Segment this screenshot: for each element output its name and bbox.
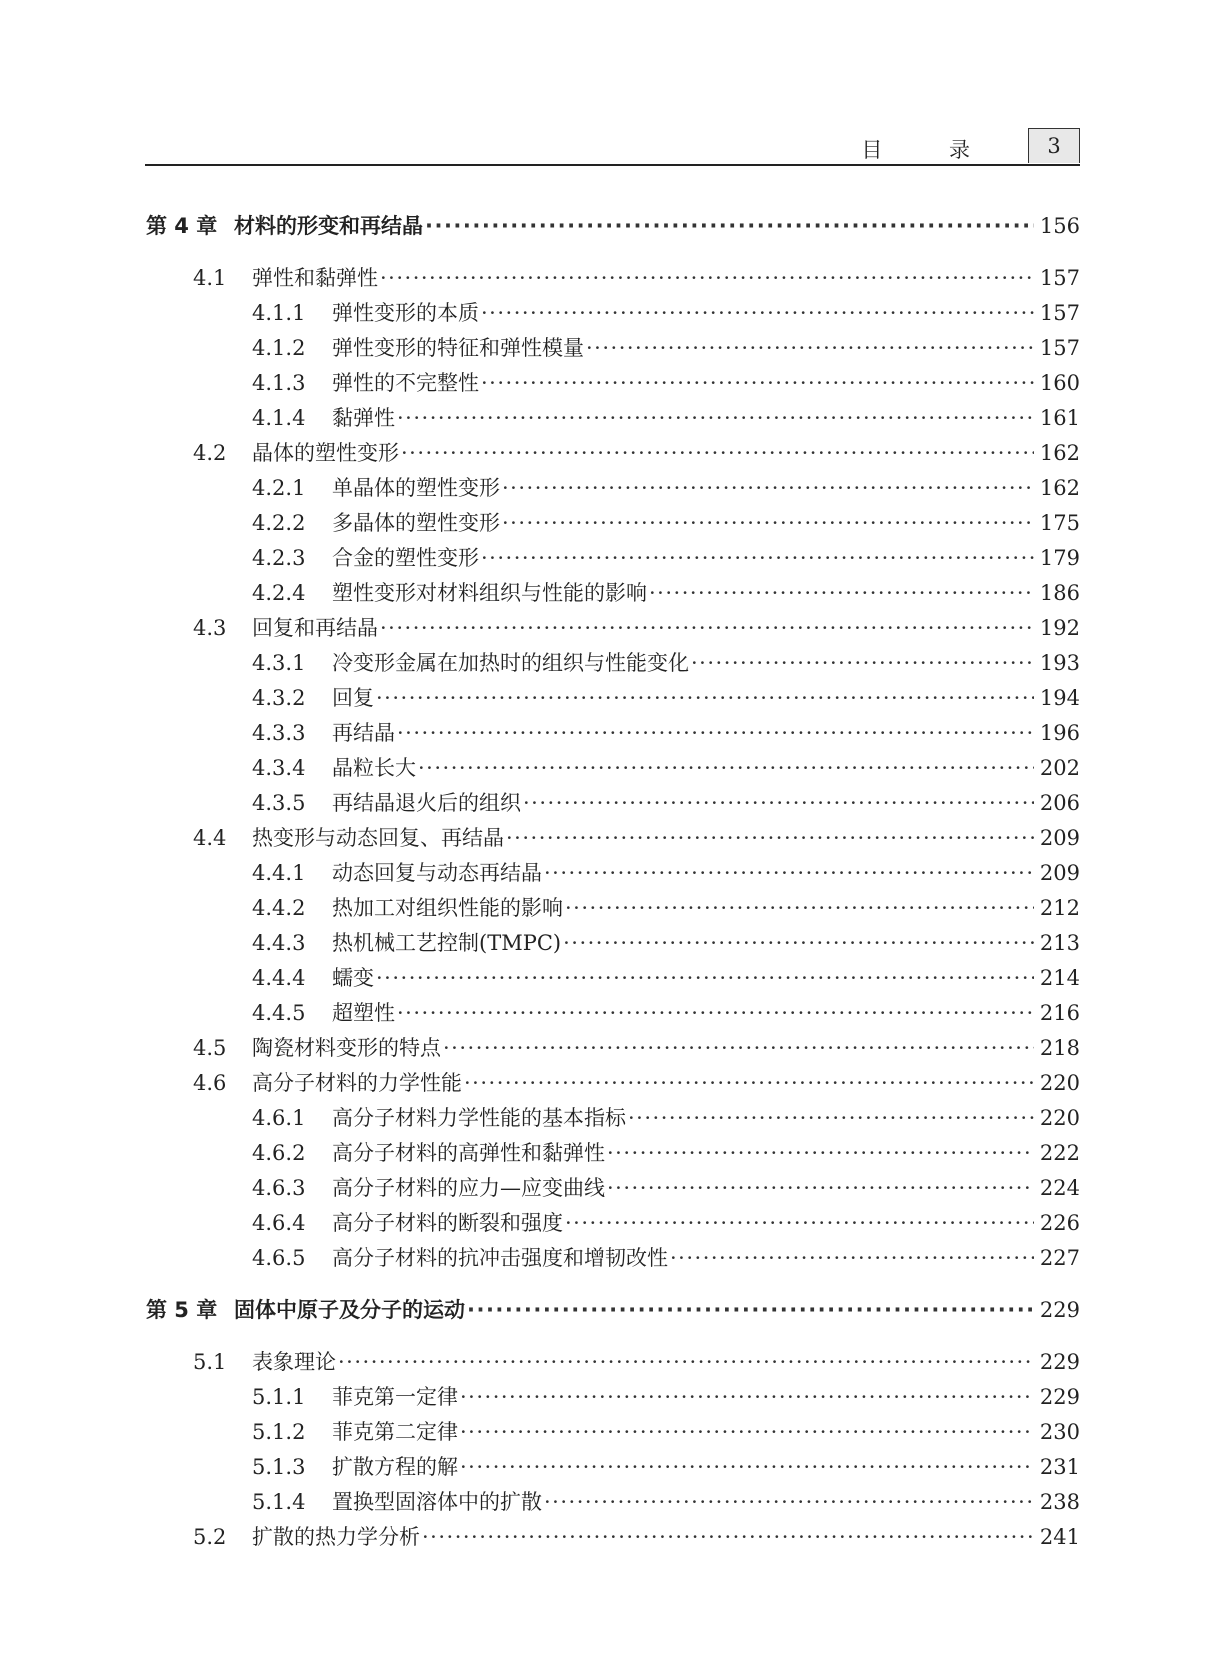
toc-entry-section[interactable] — [0, 1033, 1080, 1063]
toc-entry-section[interactable] — [0, 613, 1080, 643]
entry-title: 热加工对组织性能的影响 — [332, 896, 563, 920]
entry-number: 4.2.2 — [252, 511, 306, 535]
dot-leader — [467, 1295, 1034, 1325]
dot-leader — [481, 368, 1034, 398]
toc-entry-sub[interactable] — [0, 648, 1080, 678]
dot-leader — [397, 403, 1034, 433]
entry-page: 222 — [1039, 1141, 1080, 1165]
entry-page: 229 — [1039, 1350, 1080, 1374]
entry-number: 4.3.2 — [252, 686, 306, 710]
entry-number: 5.2 — [193, 1525, 227, 1549]
entry-number: 4.6.1 — [252, 1106, 306, 1130]
dot-leader — [506, 823, 1034, 853]
toc-entry-sub[interactable] — [0, 1417, 1080, 1447]
entry-title: 材料的形变和再结晶 — [234, 214, 423, 238]
entry-number: 4.6.4 — [252, 1211, 306, 1235]
dot-leader — [460, 1452, 1034, 1482]
entry-title: 弹性变形的特征和弹性模量 — [332, 336, 584, 360]
entry-title: 固体中原子及分子的运动 — [234, 1298, 465, 1322]
entry-title: 热机械工艺控制(TMPC) — [332, 931, 562, 955]
toc-entry-sub[interactable] — [0, 1138, 1080, 1168]
toc-entry-section[interactable] — [0, 823, 1080, 853]
entry-page: 212 — [1039, 896, 1080, 920]
entry-page: 192 — [1039, 616, 1080, 640]
toc-entry-sub[interactable] — [0, 1103, 1080, 1133]
entry-number: 4.5 — [193, 1036, 227, 1060]
entry-page: 238 — [1039, 1490, 1080, 1514]
entry-title: 回复 — [332, 686, 374, 710]
toc-entry-sub[interactable] — [0, 998, 1080, 1028]
entry-page: 161 — [1039, 406, 1080, 430]
entry-page: 193 — [1039, 651, 1080, 675]
entry-title: 高分子材料的断裂和强度 — [332, 1211, 563, 1235]
entry-title: 菲克第二定律 — [332, 1420, 458, 1444]
entry-title: 动态回复与动态再结晶 — [332, 861, 542, 885]
toc-entry-sub[interactable] — [0, 1382, 1080, 1412]
entry-number: 4.2.4 — [252, 581, 306, 605]
entry-title: 再结晶 — [332, 721, 395, 745]
entry-number: 4.2 — [193, 441, 227, 465]
dot-leader — [418, 753, 1034, 783]
entry-page: 218 — [1039, 1036, 1080, 1060]
entry-number: 4.1.4 — [252, 406, 306, 430]
toc-entry-chapter[interactable] — [0, 1295, 1080, 1325]
dot-leader — [481, 543, 1034, 573]
dot-leader — [425, 211, 1034, 241]
toc-entry-sub[interactable] — [0, 403, 1080, 433]
dot-leader — [691, 648, 1034, 678]
dot-leader — [460, 1382, 1034, 1412]
dot-leader — [586, 333, 1034, 363]
entry-title: 蠕变 — [332, 966, 374, 990]
entry-page: 214 — [1039, 966, 1080, 990]
dot-leader — [460, 1417, 1034, 1447]
toc-entry-sub[interactable] — [0, 963, 1080, 993]
entry-page: 216 — [1039, 1001, 1080, 1025]
dot-leader — [481, 298, 1034, 328]
toc-entry-sub[interactable] — [0, 578, 1080, 608]
dot-leader — [380, 613, 1034, 643]
entry-number: 4.1.1 — [252, 301, 306, 325]
entry-title: 塑性变形对材料组织与性能的影响 — [332, 581, 647, 605]
toc-entry-sub[interactable] — [0, 1452, 1080, 1482]
dot-leader — [502, 508, 1034, 538]
entry-number: 4.4.3 — [252, 931, 306, 955]
toc-entry-section[interactable] — [0, 1068, 1080, 1098]
dot-leader — [670, 1243, 1034, 1273]
entry-number: 5.1.4 — [252, 1490, 306, 1514]
entry-number: 4.2.3 — [252, 546, 306, 570]
entry-number: 4.1.3 — [252, 371, 306, 395]
entry-title: 高分子材料的应力—应变曲线 — [332, 1176, 605, 1200]
entry-number: 4.3.3 — [252, 721, 306, 745]
entry-page: 209 — [1039, 861, 1080, 885]
entry-page: 241 — [1039, 1525, 1080, 1549]
entry-number: 4.3 — [193, 616, 227, 640]
entry-number: 5.1.2 — [252, 1420, 306, 1444]
header-title: 目 录 — [861, 138, 1000, 162]
toc-entry-sub[interactable] — [0, 368, 1080, 398]
entry-page: 179 — [1039, 546, 1080, 570]
entry-number: 4.3.4 — [252, 756, 306, 780]
toc-entry-sub[interactable] — [0, 298, 1080, 328]
toc-entry-section[interactable] — [0, 263, 1080, 293]
entry-title: 高分子材料的抗冲击强度和增韧改性 — [332, 1246, 668, 1270]
entry-title: 回复和再结晶 — [252, 616, 378, 640]
toc-entry-sub[interactable] — [0, 928, 1080, 958]
entry-title: 冷变形金属在加热时的组织与性能变化 — [332, 651, 689, 675]
entry-page: 220 — [1039, 1071, 1080, 1095]
entry-title: 合金的塑性变形 — [332, 546, 479, 570]
entry-number: 4.4.2 — [252, 896, 306, 920]
entry-number: 5.1.3 — [252, 1455, 306, 1479]
entry-title: 菲克第一定律 — [332, 1385, 458, 1409]
entry-title: 置换型固溶体中的扩散 — [332, 1490, 542, 1514]
entry-page: 162 — [1039, 476, 1080, 500]
entry-title: 晶粒长大 — [332, 756, 416, 780]
entry-page: 160 — [1039, 371, 1080, 395]
entry-title: 黏弹性 — [332, 406, 395, 430]
toc-entry-sub[interactable] — [0, 1173, 1080, 1203]
entry-number: 第 5 章 — [146, 1298, 218, 1322]
toc-entry-sub[interactable] — [0, 683, 1080, 713]
entry-title: 高分子材料的力学性能 — [252, 1071, 462, 1095]
entry-number: 4.6.5 — [252, 1246, 306, 1270]
dot-leader — [401, 438, 1034, 468]
dot-leader — [443, 1033, 1034, 1063]
entry-page: 230 — [1039, 1420, 1080, 1444]
toc-entry-sub[interactable] — [0, 858, 1080, 888]
toc-entry-section[interactable] — [0, 438, 1080, 468]
entry-number: 4.4.5 — [252, 1001, 306, 1025]
entry-title: 晶体的塑性变形 — [252, 441, 399, 465]
toc-entry-sub[interactable] — [0, 718, 1080, 748]
dot-leader — [607, 1173, 1034, 1203]
entry-page: 157 — [1039, 301, 1080, 325]
toc-entry-sub[interactable] — [0, 508, 1080, 538]
dot-leader — [565, 1208, 1034, 1238]
toc-entry-sub[interactable] — [0, 543, 1080, 573]
dot-leader — [628, 1103, 1034, 1133]
dot-leader — [565, 893, 1034, 923]
toc-entry-sub[interactable] — [0, 1487, 1080, 1517]
entry-page: 175 — [1039, 511, 1080, 535]
toc-entry-chapter[interactable] — [0, 211, 1080, 241]
entry-page: 231 — [1039, 1455, 1080, 1479]
dot-leader — [338, 1347, 1034, 1377]
entry-page: 194 — [1039, 686, 1080, 710]
entry-page: 209 — [1039, 826, 1080, 850]
dot-leader — [397, 718, 1034, 748]
entry-number: 4.4 — [193, 826, 227, 850]
entry-title: 弹性的不完整性 — [332, 371, 479, 395]
dot-leader — [464, 1068, 1034, 1098]
entry-number: 4.4.1 — [252, 861, 306, 885]
toc-entry-sub[interactable] — [0, 1243, 1080, 1273]
entry-number: 4.6.3 — [252, 1176, 306, 1200]
dot-leader — [397, 998, 1034, 1028]
page-number-box: 3 — [1028, 128, 1080, 163]
entry-page: 220 — [1039, 1106, 1080, 1130]
dot-leader — [544, 1487, 1034, 1517]
dot-leader — [607, 1138, 1034, 1168]
dot-leader — [544, 858, 1034, 888]
entry-title: 扩散方程的解 — [332, 1455, 458, 1479]
dot-leader — [376, 683, 1034, 713]
dot-leader — [649, 578, 1034, 608]
entry-page: 202 — [1039, 756, 1080, 780]
dot-leader — [502, 473, 1034, 503]
entry-number: 4.4.4 — [252, 966, 306, 990]
toc-entry-section[interactable] — [0, 1522, 1080, 1552]
entry-page: 157 — [1039, 266, 1080, 290]
entry-number: 4.2.1 — [252, 476, 306, 500]
entry-title: 热变形与动态回复、再结晶 — [252, 826, 504, 850]
dot-leader — [563, 928, 1034, 958]
toc-entry-sub[interactable] — [0, 333, 1080, 363]
dot-leader — [523, 788, 1034, 818]
entry-number: 4.3.1 — [252, 651, 306, 675]
entry-number: 4.1.2 — [252, 336, 306, 360]
entry-number: 5.1.1 — [252, 1385, 306, 1409]
entry-page: 229 — [1039, 1298, 1080, 1322]
toc-entry-sub[interactable] — [0, 753, 1080, 783]
entry-title: 高分子材料力学性能的基本指标 — [332, 1106, 626, 1130]
entry-title: 多晶体的塑性变形 — [332, 511, 500, 535]
entry-number: 5.1 — [193, 1350, 227, 1374]
toc-entry-sub[interactable] — [0, 473, 1080, 503]
entry-title: 再结晶退火后的组织 — [332, 791, 521, 815]
entry-number: 4.6 — [193, 1071, 227, 1095]
dot-leader — [380, 263, 1034, 293]
running-header — [145, 128, 1080, 166]
entry-title: 单晶体的塑性变形 — [332, 476, 500, 500]
toc-entry-sub[interactable] — [0, 893, 1080, 923]
entry-title: 高分子材料的高弹性和黏弹性 — [332, 1141, 605, 1165]
entry-number: 4.3.5 — [252, 791, 306, 815]
dot-leader — [422, 1522, 1034, 1552]
entry-title: 扩散的热力学分析 — [252, 1525, 420, 1549]
entry-title: 弹性和黏弹性 — [252, 266, 378, 290]
entry-page: 157 — [1039, 336, 1080, 360]
entry-title: 表象理论 — [252, 1350, 336, 1374]
entry-page: 227 — [1039, 1246, 1080, 1270]
toc-entry-sub[interactable] — [0, 788, 1080, 818]
entry-page: 156 — [1039, 214, 1080, 238]
dot-leader — [376, 963, 1034, 993]
entry-page: 224 — [1039, 1176, 1080, 1200]
entry-page: 213 — [1039, 931, 1080, 955]
entry-number: 4.6.2 — [252, 1141, 306, 1165]
entry-page: 196 — [1039, 721, 1080, 745]
entry-page: 206 — [1039, 791, 1080, 815]
toc-entry-sub[interactable] — [0, 1208, 1080, 1238]
entry-page: 162 — [1039, 441, 1080, 465]
entry-page: 229 — [1039, 1385, 1080, 1409]
entry-number: 第 4 章 — [146, 214, 218, 238]
entry-page: 186 — [1039, 581, 1080, 605]
entry-title: 超塑性 — [332, 1001, 395, 1025]
toc-entry-section[interactable] — [0, 1347, 1080, 1377]
entry-number: 4.1 — [193, 266, 227, 290]
entry-page: 226 — [1039, 1211, 1080, 1235]
entry-title: 弹性变形的本质 — [332, 301, 479, 325]
entry-title: 陶瓷材料变形的特点 — [252, 1036, 441, 1060]
